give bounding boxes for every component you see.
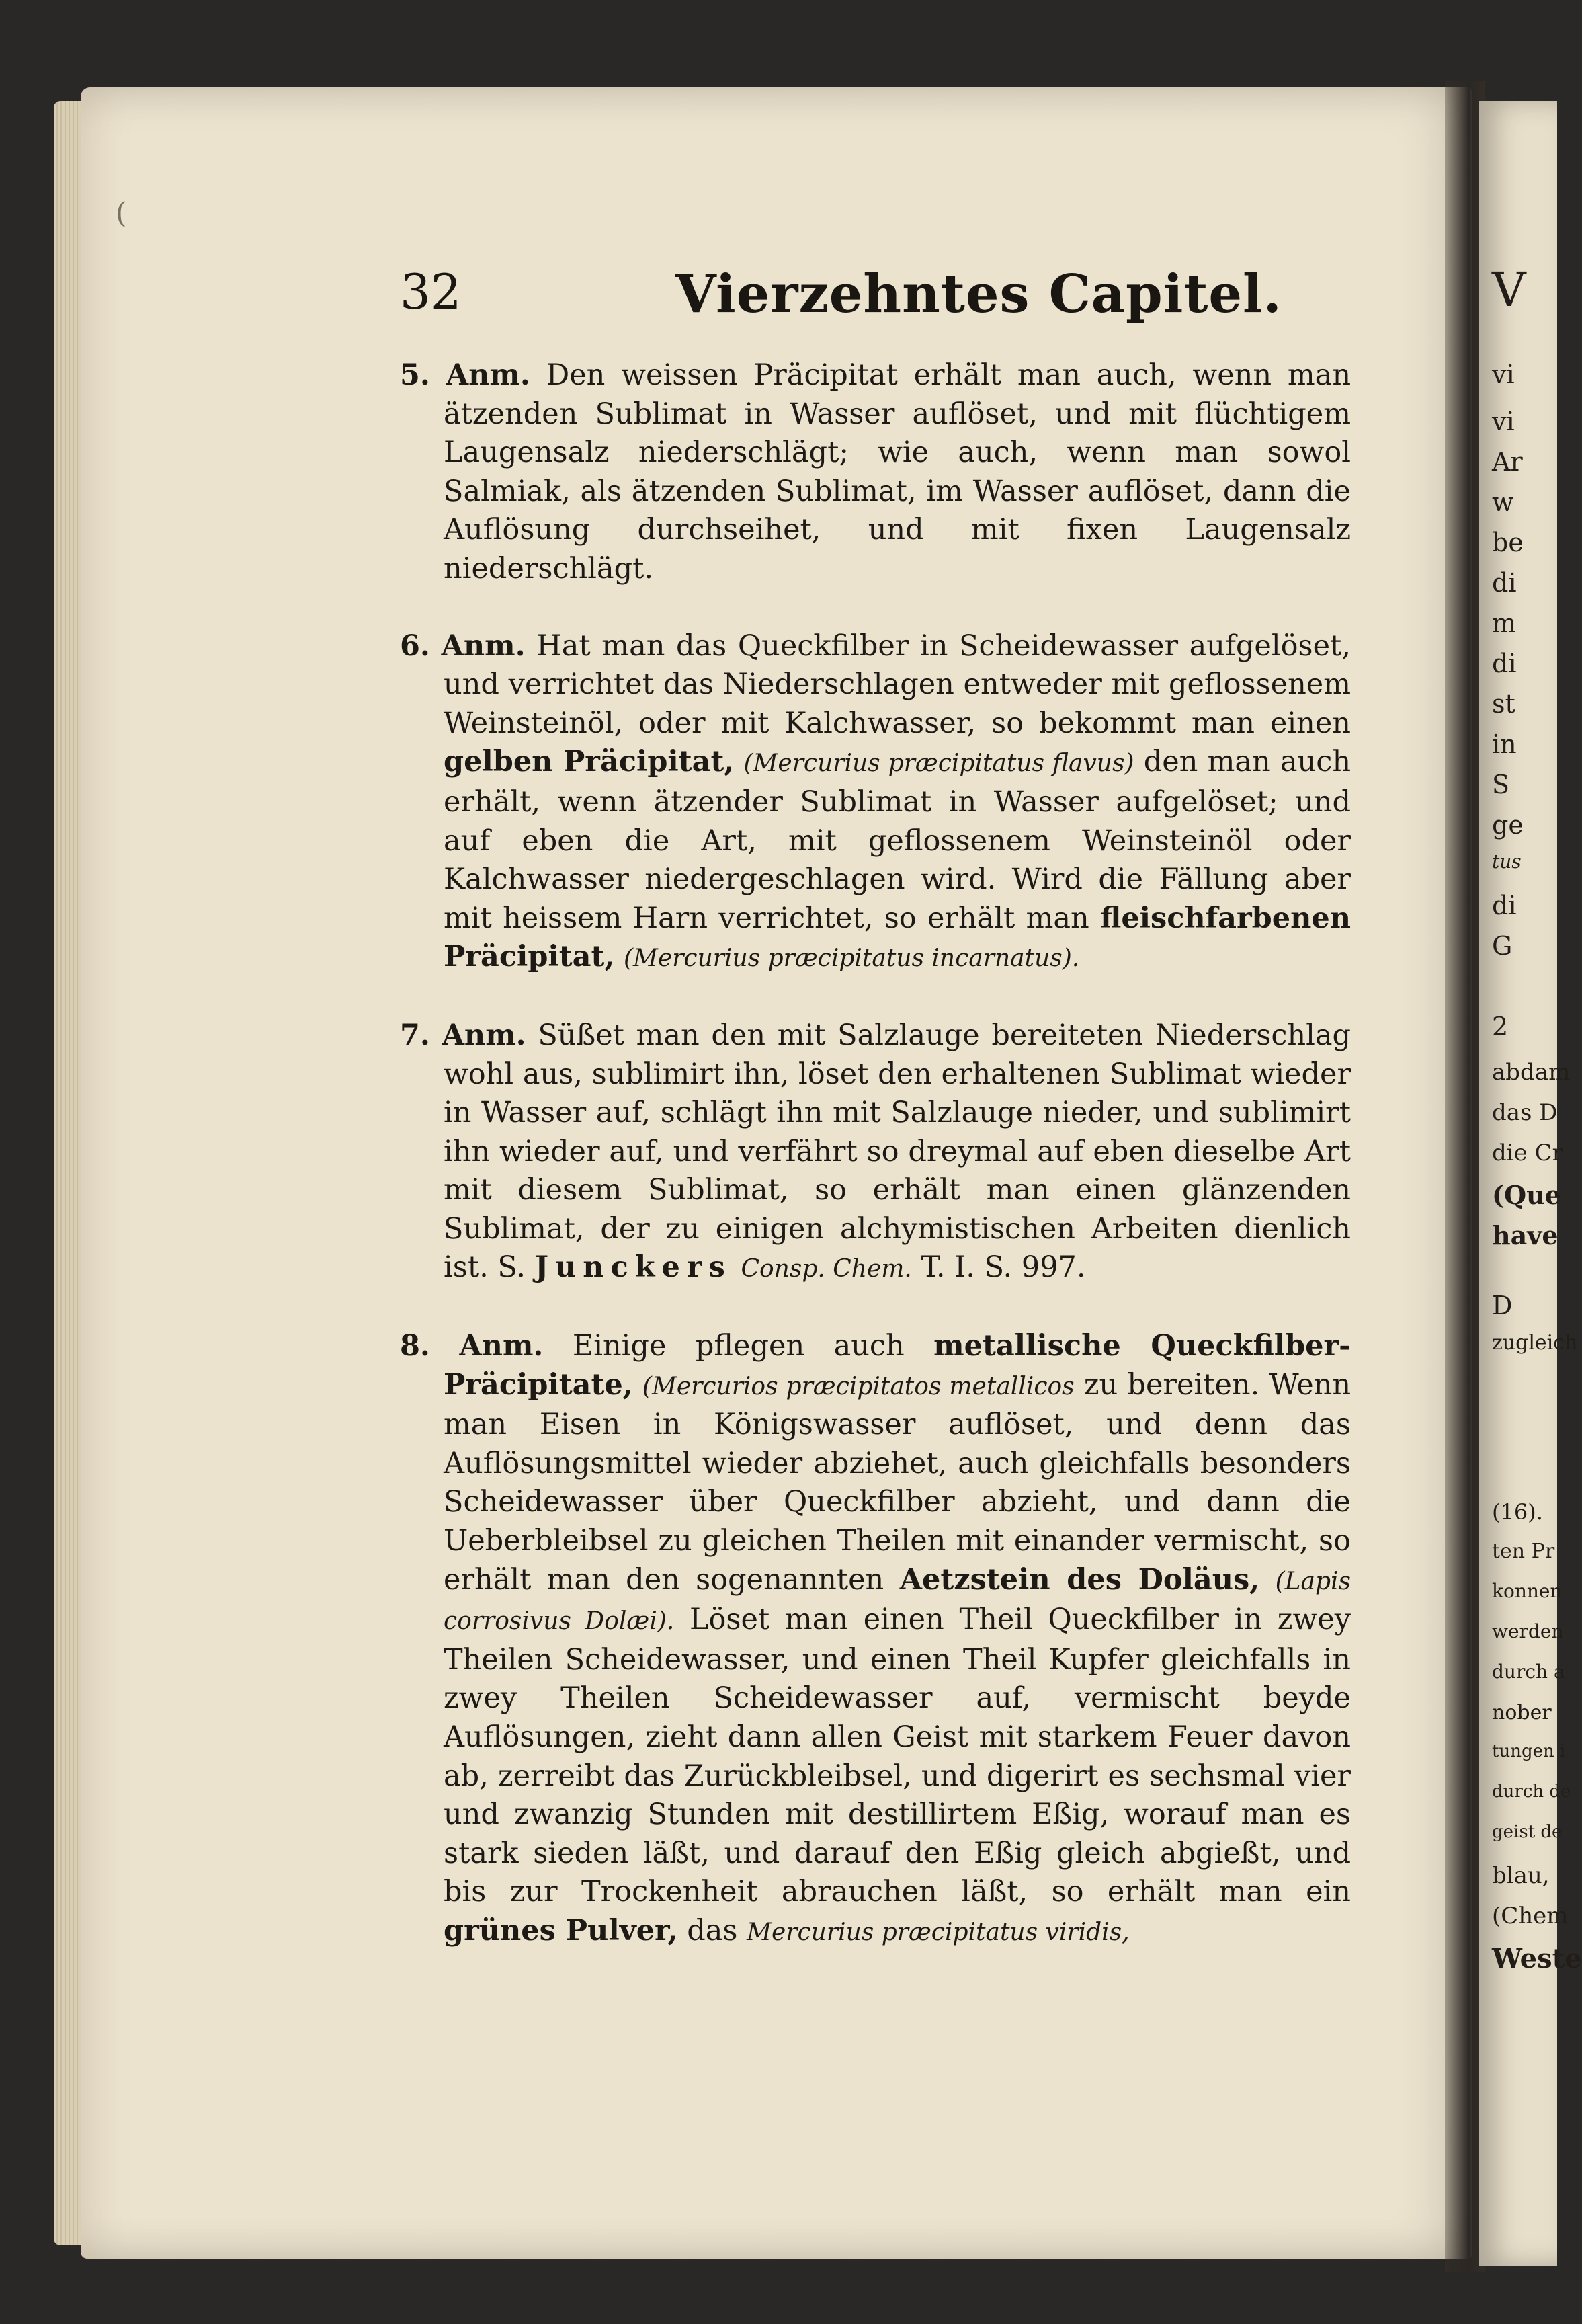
right-page-fragment: ten Pr bbox=[1492, 1539, 1555, 1563]
paragraph-text: Den weissen Präcipitat erhält man auch, wenn man ätzenden Sublimat in Wasser auflöset, und mit flüchtigem Laugensalz niederschlägt; wie auch, wenn man sowol Salmiak, als ätzenden Sublimat, im Wasser auflöset, dann die Auflösung durchseihet, und mit fixen Laugensalz niederschlägt. bbox=[444, 358, 1351, 586]
paragraph-label: Anm. bbox=[441, 629, 526, 663]
right-page-fragment: ge bbox=[1492, 810, 1524, 840]
right-page-fragment: have bbox=[1492, 1220, 1558, 1250]
right-page-fragment: konnen bbox=[1492, 1580, 1563, 1602]
right-page-fragment: D bbox=[1492, 1291, 1513, 1320]
right-page-fragment: (Chem bbox=[1492, 1902, 1569, 1929]
right-page-fragment: di bbox=[1492, 568, 1517, 598]
right-page-fragment: werden bbox=[1492, 1620, 1564, 1642]
right-page-fragment: tungen i bbox=[1492, 1741, 1566, 1761]
right-page-fragment: geist de bbox=[1492, 1822, 1563, 1842]
paragraph-7 bbox=[400, 1016, 1351, 1289]
paragraph-text: Einige pflegen auch bbox=[572, 1329, 905, 1363]
right-page-fragment: in bbox=[1492, 729, 1517, 759]
paragraph-6 bbox=[400, 627, 1351, 978]
right-page-fragment: be bbox=[1492, 528, 1524, 557]
emphasized-term: grünes Pulver, bbox=[444, 1913, 678, 1948]
right-page-fragment: S bbox=[1492, 770, 1510, 799]
right-page-fragment: di bbox=[1492, 649, 1517, 678]
right-page-fragment: zugleich bbox=[1492, 1331, 1578, 1355]
latin-term: (Mercurius præcipitatus incarnatus). bbox=[624, 945, 1080, 973]
paragraph-number: 6. bbox=[400, 629, 430, 663]
emphasized-term: fleischfarbenen Präcipitat, bbox=[444, 901, 1351, 974]
right-page-fragment: V bbox=[1492, 262, 1526, 317]
right-page-fragment: (16). bbox=[1492, 1499, 1543, 1525]
latin-term: (Lapis corrosivus Dolæi). bbox=[444, 1567, 1351, 1636]
paragraph-number: 7. bbox=[400, 1018, 430, 1052]
right-page-fragment: (Que bbox=[1492, 1180, 1561, 1210]
latin-term: (Mercurius præcipitatus flavus) bbox=[743, 750, 1134, 778]
right-page-fragment: Weste bbox=[1492, 1943, 1582, 1974]
paragraph-text: Süßet man den mit Salzlauge bereiteten Niederschlag wohl aus, sublimirt ihn, löset den erhaltenen Sublimat wieder in Wasser auf, schlägt ihn mit Salzlauge nieder, und sublimirt ihn wieder auf, und verfährt so dreymal auf eben dieselbe Art mit diesem Sublimat, so erhält man einen glänzenden Sublimat, der zu einigen alchymistischen Arbeiten dienlich ist. S. bbox=[444, 1018, 1351, 1285]
latin-term: (Mercurios præcipitatos metallicos bbox=[642, 1372, 1075, 1400]
latin-term: Mercurius præcipitatus viridis, bbox=[747, 1918, 1130, 1946]
right-page-fragment: w bbox=[1492, 487, 1514, 517]
emphasized-term: Aetzstein des Doläus, bbox=[899, 1562, 1260, 1597]
right-page-fragment: st bbox=[1492, 689, 1515, 719]
paragraph-text: Löset man einen Theil Queckfilber in zwey Theilen Scheidewasser, und einen Theil Kupfer gleichfalls in zwey Theilen Scheidewasser auf, vermischt beyde Auflösungen, zieht dann allen Geist mit starkem Feuer davon ab, zerreibt das Zurückbleibsel, und digerirt es sechsmal vier und zwanzig Stunden mit destillirtem Eßig, worauf man es stark sieden läßt, und darauf den Eßig gleich abgießt, und bis zur Trockenheit abrauchen läßt, so erhält man ein bbox=[444, 1603, 1351, 1909]
right-page-fragment: G bbox=[1492, 931, 1513, 961]
paragraph-number: 8. bbox=[400, 1329, 430, 1363]
right-page-fragment: di bbox=[1492, 891, 1517, 920]
right-page-fragment: vi bbox=[1492, 360, 1515, 389]
right-page-fragment: m bbox=[1492, 608, 1517, 638]
reference-tail: T. I. S. 997. bbox=[921, 1250, 1086, 1285]
right-page-fragment: die Cr bbox=[1492, 1139, 1563, 1166]
paragraph-text: Hat man das Queckfilber in Scheidewasser aufgelöset, und verrichtet das Niederschlagen entweder mit geflossenem Weinsteinöl, oder mit Kalchwasser, so bekommt man einen bbox=[444, 629, 1351, 740]
right-page-fragment: tus bbox=[1492, 850, 1522, 873]
page-header bbox=[400, 264, 1435, 337]
paragraph-text: zu bereiten. Wenn man Eisen in Königswasser auflöset, und denn das Auflösungsmittel wieder abziehet, auch gleichfalls besonders Scheidewasser über Queckfilber abzieht, und dann die Ueberbleibsel zu gleichen Theilen mit einander vermischt, so erhält man den sogenannten bbox=[444, 1367, 1351, 1597]
paragraph-label: Anm. bbox=[442, 1018, 526, 1052]
paragraph-5 bbox=[400, 356, 1351, 589]
paragraph-label: Anm. bbox=[459, 1329, 544, 1363]
right-page-fragment: durch a bbox=[1492, 1660, 1565, 1683]
author-name: Junckers bbox=[534, 1250, 732, 1285]
running-title: Vierzehntes Capitel. bbox=[675, 264, 1282, 325]
right-page bbox=[1479, 101, 1582, 2266]
paragraph-number: 5. bbox=[400, 358, 430, 392]
right-page-fragment: 2 bbox=[1492, 1012, 1509, 1041]
paragraph-text: den man auch erhält, wenn ätzender Sublimat in Wasser aufgelöset; und auf eben die Art, mit geflossenem Weinsteinöl oder Kalchwasser niedergeschlagen wird. Wird die Fällung aber mit heissem Harn verrichtet, so erhält man bbox=[444, 745, 1351, 935]
paragraph-text: das bbox=[687, 1913, 738, 1948]
right-page-fragment: Ar bbox=[1492, 447, 1523, 477]
right-page-fragment: nober bbox=[1492, 1701, 1552, 1724]
emphasized-term: gelben Präcipitat, bbox=[444, 745, 735, 779]
right-page-fragment: abdam bbox=[1492, 1059, 1571, 1086]
paragraph-8 bbox=[400, 1327, 1351, 1952]
right-page-fragment: vi bbox=[1492, 407, 1515, 436]
page-number: 32 bbox=[400, 264, 462, 320]
right-page-fragment: das D bbox=[1492, 1099, 1558, 1126]
right-page-fragment: durch de bbox=[1492, 1781, 1571, 1802]
margin-mark: ( bbox=[116, 196, 127, 229]
paragraph-label: Anm. bbox=[446, 358, 530, 392]
page-body bbox=[400, 356, 1351, 1991]
emphasized-term: metallische Queckfilber-Präcipitate, bbox=[444, 1329, 1351, 1402]
right-page-fragment: blau, bbox=[1492, 1862, 1550, 1889]
latin-reference: Consp. Chem. bbox=[741, 1255, 912, 1283]
